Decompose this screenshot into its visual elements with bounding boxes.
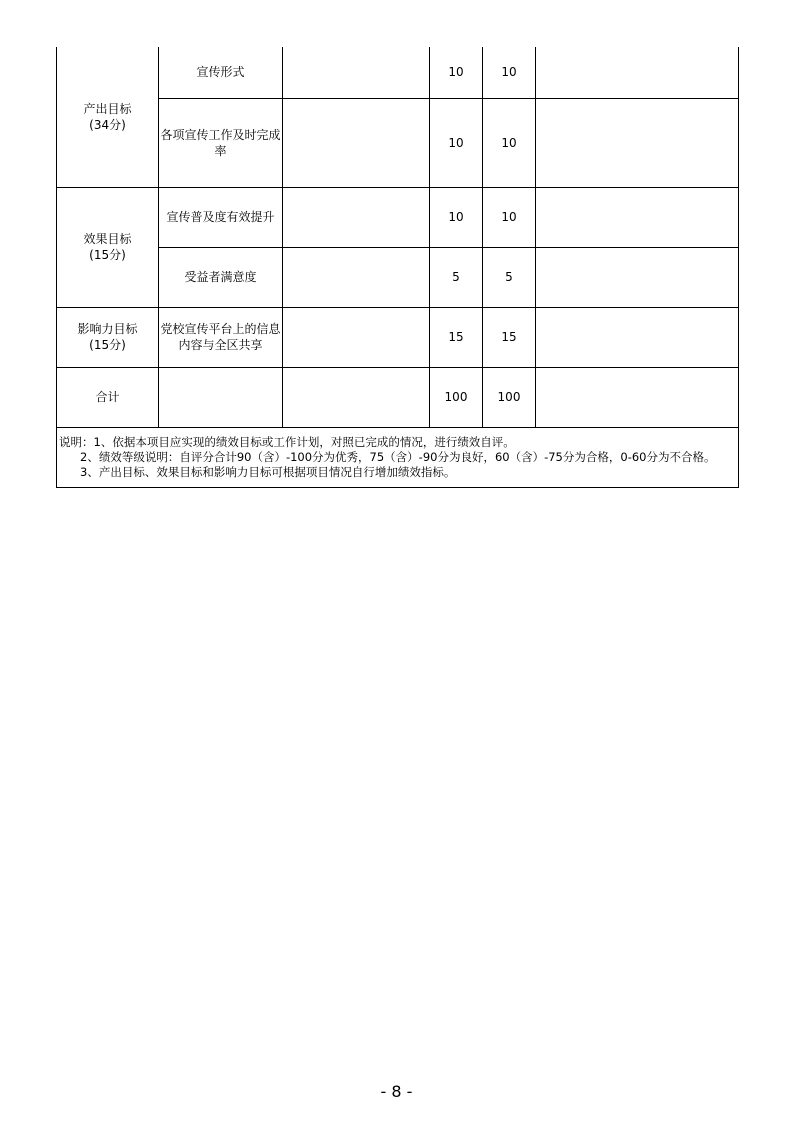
score-max-cell: 5 [430, 247, 483, 307]
target-cell [283, 187, 430, 247]
total-score-max: 100 [430, 367, 483, 427]
score-max-cell: 10 [430, 98, 483, 187]
target-cell [283, 98, 430, 187]
category-points: (15分) [89, 338, 126, 352]
target-cell [283, 47, 430, 98]
target-cell [283, 307, 430, 367]
score-self-cell: 15 [483, 307, 536, 367]
indicator-cell [159, 367, 283, 427]
score-max-cell: 10 [430, 47, 483, 98]
score-max-cell: 15 [430, 307, 483, 367]
table-row [57, 47, 739, 98]
notes-row [57, 427, 739, 487]
score-self-cell: 5 [483, 247, 536, 307]
score-self-cell: 10 [483, 187, 536, 247]
indicator-cell: 宣传形式 [159, 47, 283, 98]
total-label: 合计 [57, 367, 159, 427]
indicator-cell: 各项宣传工作及时完成率 [159, 98, 283, 187]
total-row [57, 367, 739, 427]
table-row [57, 247, 739, 307]
score-self-cell: 10 [483, 98, 536, 187]
category-points: (15分) [89, 248, 126, 262]
target-cell [283, 247, 430, 307]
note-line-2: 2、绩效等级说明：自评分合计90（含）-100分为优秀，75（含）-90分为良好，60（含）-75分为合格，0-60分为不合格。 [80, 449, 716, 464]
note-line-1: 说明：1、依据本项目应实现的绩效目标或工作计划，对照已完成的情况，进行绩效自评。 [59, 434, 515, 449]
score-max-cell: 10 [430, 187, 483, 247]
remark-cell [536, 247, 739, 307]
remark-cell [536, 367, 739, 427]
target-cell [283, 367, 430, 427]
total-score-self: 100 [483, 367, 536, 427]
indicator-cell: 受益者满意度 [159, 247, 283, 307]
notes-cell [57, 427, 739, 487]
page-number: - 8 - [380, 1082, 413, 1101]
remark-cell [536, 307, 739, 367]
remark-cell [536, 47, 739, 98]
category-cell [57, 307, 159, 367]
table-row [57, 98, 739, 187]
category-name: 效果目标 [83, 232, 132, 246]
note-line-3: 3、产出目标、效果目标和影响力目标可根据项目情况自行增加绩效指标。 [80, 464, 456, 479]
indicator-cell: 宣传普及度有效提升 [159, 187, 283, 247]
indicator-cell: 党校宣传平台上的信息内容与全区共享 [159, 307, 283, 367]
score-self-cell: 10 [483, 47, 536, 98]
category-cell [57, 47, 159, 187]
performance-evaluation-table [56, 47, 739, 488]
category-name: 产出目标 [83, 101, 132, 116]
remark-cell [536, 98, 739, 187]
performance-table-container [56, 47, 738, 488]
category-cell [57, 187, 159, 307]
table-row [57, 307, 739, 367]
table-row [57, 187, 739, 247]
remark-cell [536, 187, 739, 247]
category-points: (34分) [89, 117, 126, 132]
category-name: 影响力目标 [77, 322, 138, 336]
